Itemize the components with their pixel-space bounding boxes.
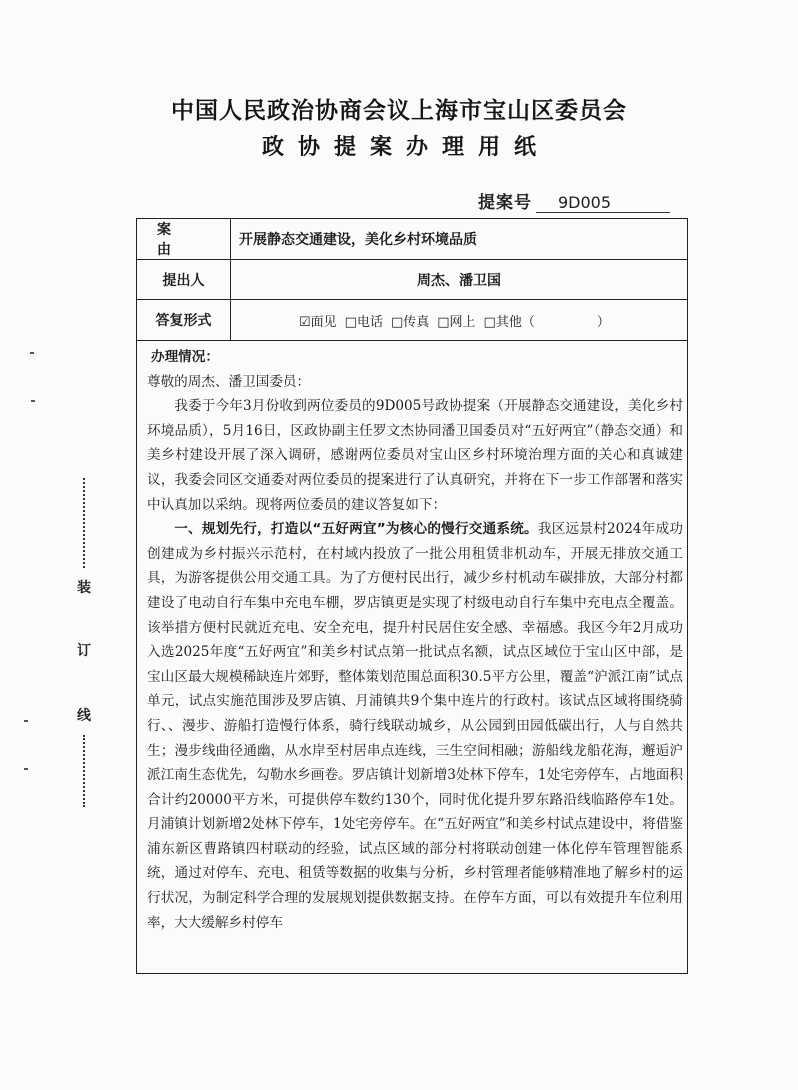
point1-paragraph — [147, 517, 683, 935]
margin-mark — [31, 400, 35, 402]
proposal-form-table — [136, 218, 688, 974]
proposer-label: 提出人 — [137, 260, 231, 299]
binding-dotted-line-lower — [83, 735, 85, 807]
binding-char-zhuang: 装 — [77, 580, 91, 596]
handling-heading: 办理情况： — [151, 349, 219, 365]
option-fax-checkbox[interactable]: □传真 — [390, 314, 430, 330]
handling-content — [147, 345, 683, 935]
proposal-number-label: 提案号 — [478, 193, 532, 213]
binding-char-ding: 订 — [77, 643, 91, 659]
cause-value: 开展静态交通建设，美化乡村环境品质 — [239, 232, 477, 248]
proposer-value: 周杰、潘卫国 — [417, 272, 501, 289]
margin-mark — [24, 720, 28, 722]
point1-title: 一、规划先行，打造以“五好两宜”为核心的慢行交通系统。 — [174, 521, 538, 538]
document-subtitle: 政协提案办理用纸 — [261, 135, 550, 160]
cause-label: 案 由 — [137, 219, 231, 259]
proposal-number-field — [478, 188, 670, 213]
intro-paragraph: 我委于今年3月份收到两位委员的9D005号政协提案（开展静态交通建设，美化乡村环境品质），5月16日，区政协副主任罗文杰协同潘卫国委员对“五好两宜”（静态交通）和美乡村建设开展了深入调研，感谢两位委员对宝山区乡村环境治理方面的关心和真诚建议，我委会同区交通委对两位委员的提案进行了认真研究，并将在下一步工作部署和落实中认真加以采纳。现将两位委员的建议答复如下： — [147, 398, 683, 513]
binding-char-xian: 线 — [77, 708, 91, 724]
margin-mark — [24, 768, 28, 770]
proposal-number-value: 9D005 — [536, 193, 670, 213]
option-other-close: ） — [596, 314, 610, 330]
option-phone-checkbox[interactable]: □电话 — [344, 314, 383, 330]
option-other-checkbox[interactable]: □其他（ — [483, 314, 535, 330]
margin-mark — [30, 352, 34, 354]
option-face-to-face-checkbox[interactable]: ☑面见 — [299, 314, 337, 330]
reply-options — [231, 300, 687, 340]
reply-form-row — [137, 300, 687, 341]
cause-row — [137, 219, 687, 260]
greeting: 尊敬的周杰、潘卫国委员： — [147, 373, 311, 390]
reply-form-label: 答复形式 — [137, 300, 231, 340]
binding-dotted-line-upper — [83, 478, 85, 568]
point1-body: 我区远景村2024年成功创建成为乡村振兴示范村，在村域内投放了一批公用租赁非机动车，开展无排放交通工具，为游客提供公用交通工具。为了方便村民出行，减少乡村机动车碳排放，大部分村都建设了电动自行车集中充电车棚，罗店镇更是实现了村级电动自行车集中充电点全覆盖。该举措方便村民就近充电、安全充电，提升村民居住安全感、幸福感。我区今年2月成功入选2025年度“五好两宜”和美乡村试点第一批试点名额，试点区域位于宝山区中部，是宝山区最大规模稀缺连片郊野，整体策划范围总面积30.5平方公里，覆盖“沪派江南”试点单元，试点实施范围涉及罗店镇、月浦镇共9个集中连片的行政村。该试点区域将围绕骑行、、漫步、游船打造慢行体系，骑行线联动城乡，从公园到田园低碳出行，人与自然共生；漫步线曲径通幽，从水岸至村居串点连线，三生空间相融；游船线龙船花海，邂逅沪派江南生态优先，勾勒水乡画卷。罗店镇计划新增3处林下停车，1处宅旁停车，占地面积合计约20000平方米，可提供停车数约130个，同时优化提升罗东路沿线临路停车1处。月浦镇计划新增2处林下停车，1处宅旁停车。在“五好两宜”和美乡村试点建设中，将借鉴浦东新区曹路镇四村联动的经验，试点区域的部分村将联动创建一体化停车管理智能系统，通过对停车、充电、租赁等数据的收集与分析，乡村管理者能够精准地了解乡村的运行状况，为制定科学合理的发展规划提供数据支持。在停车方面，可以有效提升车位利用率，大大缓解乡村停车 — [147, 521, 683, 931]
document-title: 中国人民政治协商会议上海市宝山区委员会 — [171, 98, 627, 124]
proposer-row — [137, 260, 687, 300]
option-online-checkbox[interactable]: □网上 — [437, 314, 476, 330]
